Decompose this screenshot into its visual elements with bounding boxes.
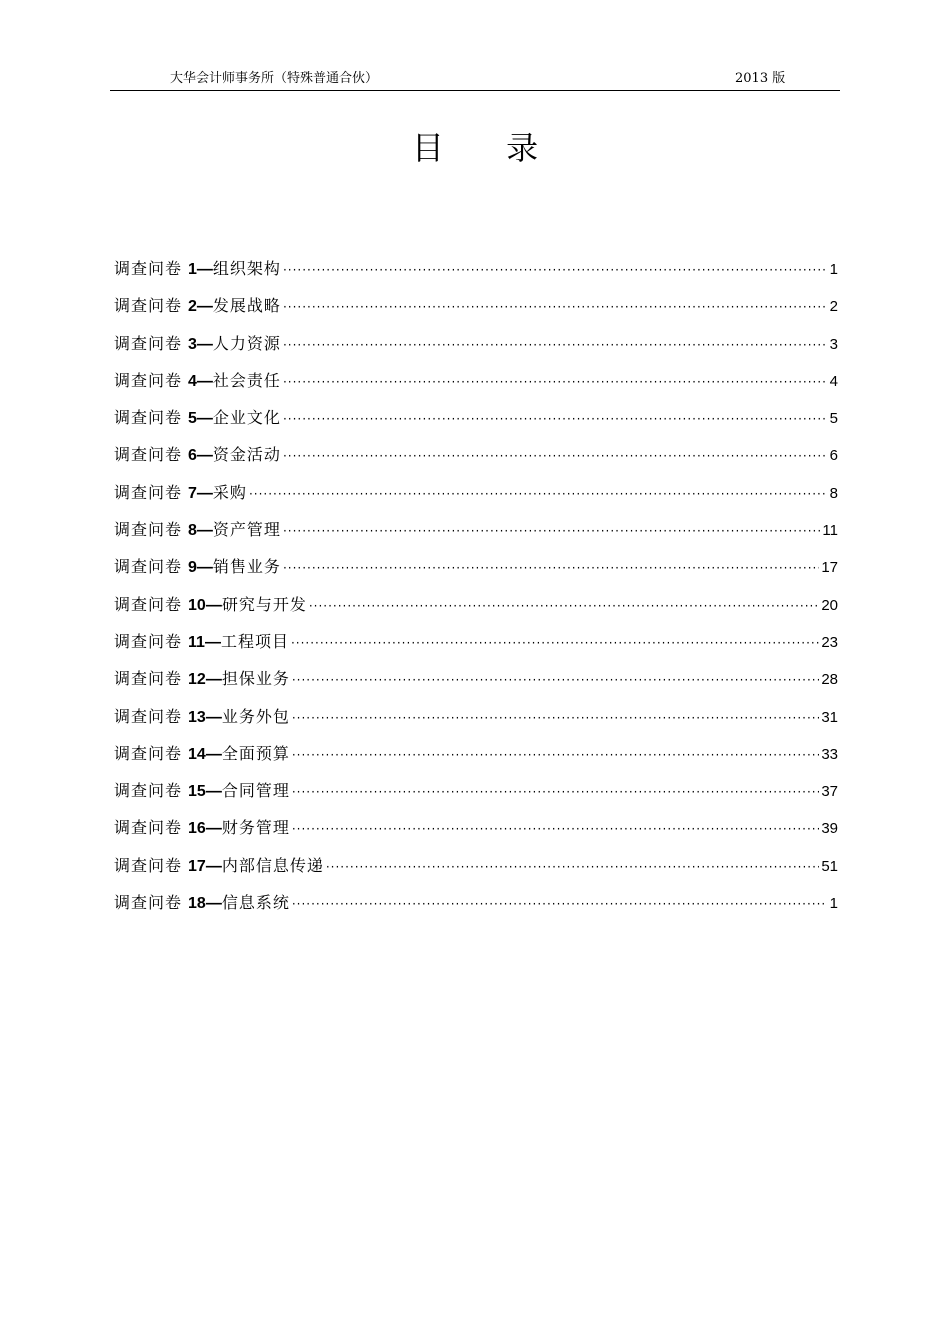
toc-entry-prefix: 调查问卷 — [114, 259, 183, 278]
toc-entry-title: 发展战略 — [212, 296, 281, 316]
toc-entry-page: 20 — [821, 596, 838, 614]
toc-entry[interactable] — [114, 778, 838, 815]
toc-entry[interactable] — [114, 256, 838, 293]
page-header — [110, 70, 840, 91]
toc-entry-number: 17 — [188, 857, 206, 875]
toc-entry-separator: — — [205, 745, 222, 763]
toc-entry[interactable] — [114, 815, 838, 852]
toc-entry-prefix: 调查问卷 — [114, 743, 183, 763]
toc-entry-prefix: 调查问卷 — [114, 445, 183, 465]
toc-entry-title: 人力资源 — [212, 333, 281, 353]
toc-entry-title: 信息系统 — [221, 893, 290, 913]
toc-entry-number: 7 — [188, 484, 197, 502]
toc-dot-leader — [283, 369, 826, 395]
toc-entry-prefix: 调查问卷 — [114, 818, 183, 838]
page-title: 目 录 — [411, 129, 565, 167]
toc-entry-separator: — — [204, 633, 221, 651]
toc-entry-separator: — — [205, 671, 222, 689]
toc-entry-title: 全面预算 — [221, 743, 290, 763]
toc-entry[interactable] — [114, 666, 838, 703]
toc-entry-separator: — — [196, 447, 213, 465]
toc-entry-prefix: 调查问卷 — [114, 296, 183, 316]
toc-entry-number: 2 — [188, 298, 197, 316]
toc-dot-leader — [292, 705, 819, 731]
toc-entry[interactable] — [114, 293, 838, 330]
toc-entry-title: 企业文化 — [212, 408, 281, 428]
toc-entry-page: 17 — [821, 559, 838, 577]
toc-entry-separator: — — [196, 410, 213, 428]
toc-entry-title: 内部信息传递 — [221, 855, 324, 875]
toc-entry-page: 4 — [829, 372, 838, 390]
toc-entry-number: 14 — [188, 745, 206, 763]
toc-entry[interactable] — [114, 554, 838, 591]
toc-entry-prefix: 调查问卷 — [114, 557, 183, 577]
toc-entry-prefix: 调查问卷 — [114, 706, 183, 726]
toc-entry-title: 研究与开发 — [221, 594, 307, 614]
toc-entry-page: 28 — [821, 671, 838, 689]
toc-entry-title: 合同管理 — [221, 781, 290, 801]
toc-entry[interactable] — [114, 368, 838, 405]
toc-dot-leader — [291, 630, 819, 656]
toc-entry-prefix: 调查问卷 — [114, 855, 183, 875]
toc-entry-page: 31 — [821, 708, 838, 726]
toc-entry-title: 销售业务 — [212, 557, 281, 577]
toc-entry-page: 37 — [821, 783, 838, 801]
toc-entry-separator: — — [196, 261, 213, 278]
toc-entry-separator: — — [205, 857, 222, 875]
toc-entry-title: 担保业务 — [221, 669, 290, 689]
toc-entry-separator: — — [205, 708, 222, 726]
toc-entry-number: 11 — [188, 633, 205, 651]
toc-entry[interactable] — [114, 331, 838, 368]
toc-dot-leader — [292, 742, 819, 768]
toc-entry-separator: — — [196, 372, 213, 390]
toc-dot-leader — [309, 593, 819, 619]
toc-entry-separator: — — [205, 596, 222, 614]
toc-entry-number: 12 — [188, 671, 206, 689]
toc-entry-prefix: 调查问卷 — [114, 408, 183, 428]
toc-entry-title: 资产管理 — [212, 520, 281, 540]
toc-entry-separator: — — [205, 820, 222, 838]
toc-entry-prefix: 调查问卷 — [114, 893, 183, 913]
toc-entry-title: 社会责任 — [212, 370, 281, 390]
toc-entry[interactable] — [114, 405, 838, 442]
toc-entry[interactable] — [114, 442, 838, 479]
toc-dot-leader — [326, 854, 819, 880]
toc-entry-prefix: 调查问卷 — [114, 520, 183, 540]
toc-entry-prefix: 调查问卷 — [114, 370, 183, 390]
toc-dot-leader — [283, 257, 826, 283]
toc-dot-leader — [292, 667, 819, 693]
toc-entry-number: 18 — [188, 895, 206, 913]
toc-entry-title: 业务外包 — [221, 706, 290, 726]
toc-entry-number: 5 — [188, 410, 197, 428]
toc-entry-separator: — — [196, 335, 213, 353]
toc-entry-separator: — — [196, 484, 213, 502]
toc-entry-number: 15 — [188, 783, 206, 801]
toc-entry[interactable] — [114, 704, 838, 741]
toc-entry-separator: — — [196, 298, 213, 316]
toc-entry-number: 8 — [188, 522, 197, 540]
toc-entry-number: 9 — [188, 559, 197, 577]
toc-dot-leader — [292, 816, 819, 842]
toc-entry-prefix: 调查问卷 — [114, 781, 183, 801]
toc-entry[interactable] — [114, 853, 838, 890]
toc-entry-page: 2 — [829, 298, 838, 316]
toc-entry-title: 工程项目 — [220, 631, 289, 651]
toc-entry-page: 39 — [821, 820, 838, 838]
toc-entry[interactable] — [114, 890, 838, 927]
toc-entry-page: 1 — [829, 895, 838, 913]
toc-entry-separator: — — [196, 522, 213, 540]
toc-entry-prefix: 调查问卷 — [114, 631, 183, 651]
toc-dot-leader — [283, 443, 826, 469]
table-of-contents — [114, 256, 838, 927]
toc-dot-leader — [283, 518, 820, 544]
toc-entry-prefix: 调查问卷 — [114, 594, 183, 614]
toc-entry[interactable] — [114, 592, 838, 629]
toc-entry-number: 6 — [188, 447, 197, 465]
toc-dot-leader — [292, 779, 819, 805]
toc-entry-page: 8 — [829, 484, 838, 502]
toc-dot-leader — [283, 332, 826, 358]
toc-entry-number: 3 — [188, 335, 197, 353]
toc-entry[interactable] — [114, 480, 838, 517]
toc-entry-page: 23 — [821, 633, 838, 651]
toc-entry-page: 6 — [829, 447, 838, 465]
toc-entry-number: 16 — [188, 820, 206, 838]
toc-dot-leader — [283, 555, 819, 581]
toc-entry-title: 资金活动 — [212, 445, 281, 465]
toc-entry-separator: — — [205, 895, 222, 913]
toc-entry[interactable] — [114, 741, 838, 778]
toc-entry-page: 5 — [829, 410, 838, 428]
firm-name: 大华会计师事务所（特殊普通合伙） — [170, 71, 379, 86]
toc-dot-leader — [283, 406, 826, 432]
toc-entry-separator: — — [205, 783, 222, 801]
toc-entry-prefix: 调查问卷 — [114, 669, 183, 689]
toc-entry-number: 1 — [188, 261, 197, 278]
toc-entry-page: 51 — [821, 857, 838, 875]
toc-entry-number: 13 — [188, 708, 206, 726]
toc-entry-prefix: 调查问卷 — [114, 333, 183, 353]
toc-entry-number: 4 — [188, 372, 197, 390]
toc-entry-number: 10 — [188, 596, 206, 614]
toc-entry[interactable] — [114, 517, 838, 554]
toc-entry-page: 1 — [829, 261, 838, 278]
toc-entry-title: 组织架构 — [212, 259, 281, 278]
toc-entry-page: 11 — [822, 522, 838, 540]
toc-dot-leader — [292, 891, 826, 917]
toc-entry-page: 33 — [821, 745, 838, 763]
toc-entry-title: 财务管理 — [221, 818, 290, 838]
toc-entry-title: 采购 — [212, 482, 247, 502]
toc-entry-page: 3 — [829, 335, 838, 353]
toc-entry-separator: — — [196, 559, 213, 577]
edition-label: 2013 版 — [735, 71, 786, 86]
toc-dot-leader — [283, 294, 826, 320]
toc-entry[interactable] — [114, 629, 838, 666]
toc-dot-leader — [249, 481, 826, 507]
toc-entry-prefix: 调查问卷 — [114, 482, 183, 502]
